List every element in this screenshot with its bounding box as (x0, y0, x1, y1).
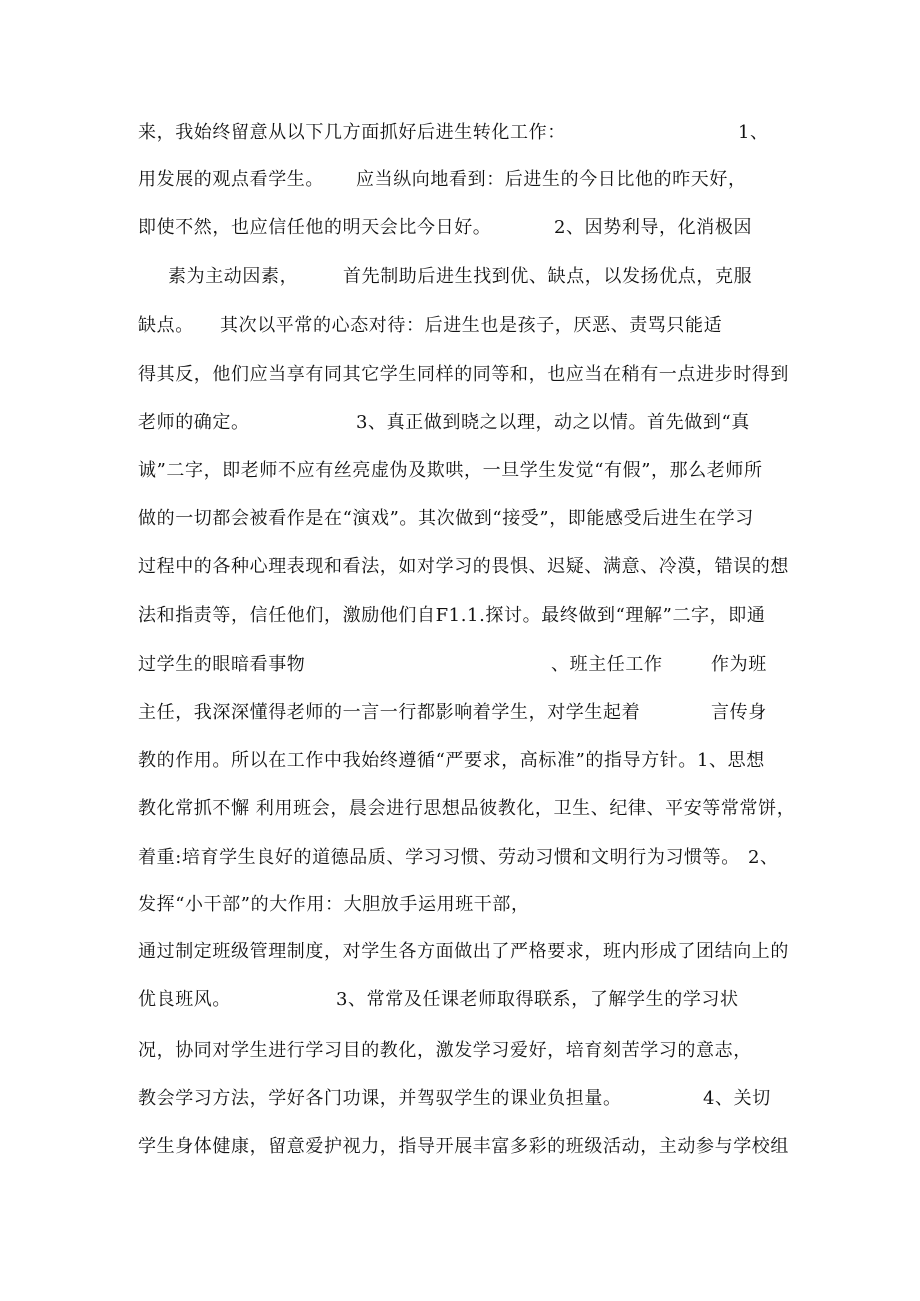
text-line (0, 596, 920, 636)
text-line (0, 789, 920, 829)
text-line (0, 403, 920, 443)
text-line (0, 113, 920, 153)
text-segment: 4、关切 (703, 1088, 771, 1109)
text-segment: 发挥“小干部”的大作用：大胆放手运用班干部， (138, 894, 530, 915)
text-line (0, 838, 920, 878)
text-segment: 来，我始终留意从以下几方面抓好后进生转化工作： (138, 122, 566, 143)
text-segment: 着重:培育学生良好的道德品质、学习习惯、劳动习惯和文明行为习惯等。 (138, 847, 740, 868)
text-line (0, 645, 920, 685)
text-segment: 作为班 (711, 654, 767, 675)
text-segment: 言传身 (711, 702, 767, 723)
text-line (0, 693, 920, 733)
text-line (0, 208, 920, 248)
text-segment: 做的一切都会被看作是在“演戏”。其次做到“接受”，即能感受后进生在学习 (138, 508, 754, 529)
text-line (0, 885, 920, 925)
text-line (0, 1079, 920, 1119)
text-segment: 诚”二字，即老师不应有丝亮虚伪及欺哄，一旦学生发觉“有假”，那么老师所 (138, 460, 763, 481)
text-line (0, 1127, 920, 1167)
text-segment: 其次以平常的心态对待：后进生也是孩子，厌恶、责骂只能适 (220, 315, 723, 336)
text-line (0, 932, 920, 972)
text-segment: 缺点。 (138, 315, 194, 336)
text-segment: 教化常抓不懈 利用班会，晨会进行思想品彼教化，卫生、纪律、平安等常常饼， (138, 798, 796, 819)
text-segment: 教的作用。所以在工作中我始终遵循“严要求，高标准”的指导方针。1、思想 (138, 750, 765, 771)
text-segment: 老师的确定。 (138, 412, 250, 433)
text-segment: 优良班风。 (138, 989, 231, 1010)
text-segment: 2、 (748, 847, 779, 868)
text-segment: 3、常常及任课老师取得联系，了解学生的学习状 (336, 989, 739, 1010)
text-segment: 3、真正做到晓之以理，动之以情。首先做到“真 (356, 412, 750, 433)
text-segment: 过程中的各种心理表现和看法，如对学习的畏惧、迟疑、满意、冷漠，错误的想 (138, 556, 789, 577)
text-segment: 主任，我深深懂得老师的一言一行都影响着学生，对学生起着 (138, 702, 641, 723)
text-line (0, 257, 920, 297)
text-segment: 况，协同对学生进行学习目的教化，激发学习爱好，培育刻苦学习的意志， (138, 1040, 752, 1061)
text-line (0, 547, 920, 587)
text-line (0, 160, 920, 200)
text-line (0, 306, 920, 346)
text-segment: 2、因势利导，化消极因 (554, 217, 753, 238)
text-segment: 素为主动因素， (168, 266, 299, 287)
text-segment: 即使不然，也应信任他的明天会比今日好。 (138, 217, 492, 238)
text-line (0, 1031, 920, 1071)
text-line (0, 741, 920, 781)
text-line (0, 451, 920, 491)
text-segment: 学生身体健康，留意爱护视力，指导开展丰富多彩的班级活动，主动参与学校组 (138, 1136, 789, 1157)
text-segment: 1、 (738, 122, 769, 143)
text-segment: 、班主任工作 (551, 654, 663, 675)
text-segment: 教会学习方法，学好各门功课，并驾驭学生的课业负担量。 (138, 1088, 622, 1109)
text-segment: 法和指责等，信任他们，激励他们自F1.1.探讨。最终做到“理解”二字，即通 (138, 605, 766, 626)
text-segment: 过学生的眼暗看事物 (138, 654, 306, 675)
text-segment: 得其反，他们应当享有同其它学生同样的同等和，也应当在稍有一点进步时得到 (138, 364, 789, 385)
text-segment: 首先制助后进生找到优、缺点，以发扬优点，克服 (343, 266, 753, 287)
text-segment: 用发展的观点看学生。 (138, 169, 324, 190)
text-line (0, 499, 920, 539)
text-segment: 应当纵向地看到：后进生的今日比他的昨天好， (356, 169, 747, 190)
text-segment: 通过制定班级管理制度，对学生各方面做出了严格要求，班内形成了团结向上的 (138, 941, 789, 962)
text-line (0, 355, 920, 395)
text-line (0, 980, 920, 1020)
